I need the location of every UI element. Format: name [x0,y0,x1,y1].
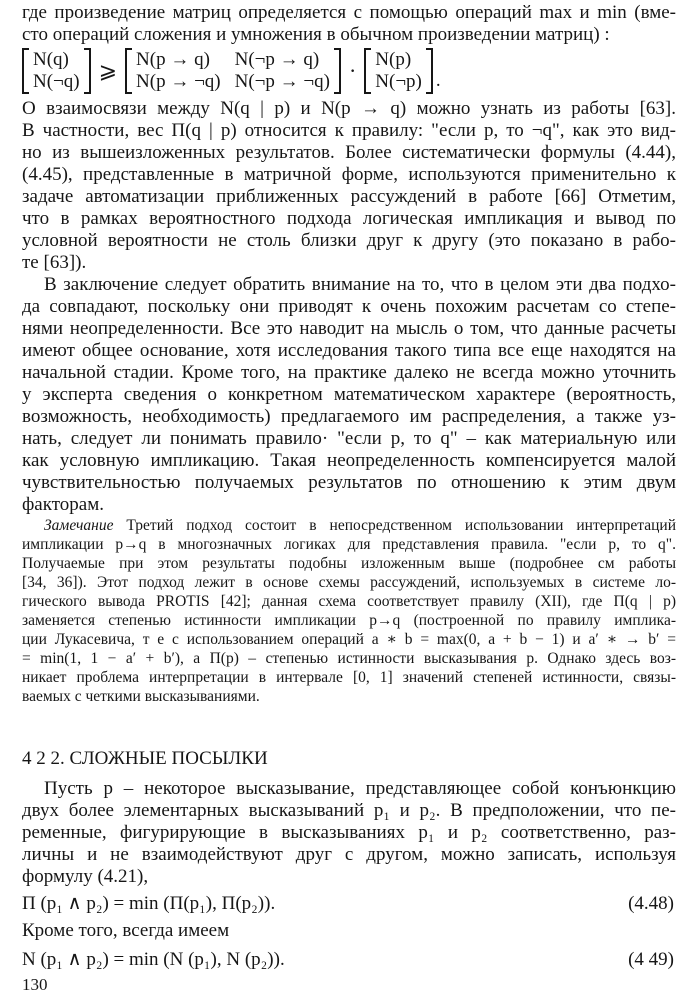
bracket-right [334,48,341,94]
text-line: те [63]). [22,252,87,273]
equation-number: (4.48) [628,893,674,914]
text-line: (4.45), представленные в матричной форме, используются применительно к [22,164,676,185]
text-line: но из вышеизложенных результатов. Более систематически формулы (4.44), [22,142,676,163]
text-line: чувствительностью получаемых результатов по отношению к этим двум [22,472,676,493]
equation-period: . [435,70,441,91]
text-line: личны и не взаимодействуют друг с другом, можно записать, используя [22,844,676,865]
text-line: двух более элементарных высказываний p₁ и p₂. В предположении, что пе- [22,800,676,821]
matrix-cell: N(¬p → ¬q) [234,71,330,92]
text-line: факторам. [22,494,104,515]
equation-4-48: Π (p₁ ∧ p₂) = min (Π(p₁), Π(p₂)). [22,893,276,914]
equation-number: (4 49) [628,949,674,970]
bracket-right [426,48,433,94]
bracket-left [364,48,371,94]
matrix-cell: N(q) [33,49,69,70]
section-heading: 4 2 2. СЛОЖНЫЕ ПОСЫЛКИ [22,748,268,769]
remark-line: гического вывода PROTIS [42]; данная схема соответствует правилу (XII), где Π(q | p) [22,593,676,610]
text-line: начальной стадии. Кроме того, на практике далеко не всегда можно уточнить [22,362,676,383]
text-line: задаче автоматизации приближенных рассуждений в работе [66] Отметим, [22,186,676,207]
text-line: возможность, необходимость) предлагаемого им распределения, а также уз- [22,406,676,427]
remark-text: Третий подход состоит в непосредственном использовании интерпретаций [113,517,676,534]
page-number: 130 [22,975,48,994]
text-line: как условную импликацию. Такая неопределенность компенсируется малой [22,450,676,471]
text-line: Пусть p – некоторое высказывание, представляющее собой конъюнкцию [44,778,676,799]
matrix-cell: N(¬p → q) [234,49,320,70]
remark-label: Замечание [44,517,114,534]
lhs-vector [33,49,80,93]
remark-line: никает проблема интерпретации в интервале [0, 1] значений степеней истинности, связы- [22,669,676,686]
text-line: формулу (4.21), [22,866,149,887]
remark-line: ваемых с четкими высказываниями. [22,688,260,705]
text-line: где произведение матриц определяется с помощью операций max и min (вме- [22,2,676,23]
implication-matrix [136,49,330,93]
text-line: нать, следует ли понимать правило· "если р, то q" – как материальную или [22,428,676,449]
remark-line: ции Лукасевича, т е с использованием операций a ∗ b = max(0, a + b − 1) и a′ ∗ → b′ = [22,631,676,648]
text-line: В частности, вес Π(q | p) относится к правилу: "если р, то ¬q", как это вид- [22,120,676,141]
bracket-left [22,48,29,94]
text-line: условной вероятности не столь близки друг к другу (это показано в рабо- [22,230,676,251]
matrix-cell: N(¬p) [375,71,422,92]
remark-line: импликации p→q в многозначных логиках для представления правила. "если p, то q". [22,536,676,553]
product-sign: · [348,58,357,83]
text-line: Кроме того, всегда имеем [22,920,230,941]
remark-line: Получаемые при этом результаты подобны изложенным выше (подробнее см работы [22,555,676,572]
equation-4-49: N (p₁ ∧ p₂) = min (N (p₁), N (p₂)). [22,949,285,970]
text-line: имеют общее основание, хотя исследования такого типа все еще находятся на [22,340,676,361]
remark-line: заменяется степенью истинности импликации p→q (построенной по правилу имплика- [22,612,676,629]
bracket-left [125,48,132,94]
matrix-cell: N(¬q) [33,71,80,92]
text-line: нями неопределенности. Все это наводит на мысль о том, что данные расчеты [22,318,676,339]
remark-line: [34, 36]). Этот подход лежит в основе схемы рассуждений, используемых в системе ло- [22,574,676,591]
text-line: у эксперта сведения о конкретном математическом характере (вероятность, [22,384,676,405]
remark-line [44,516,676,535]
matrix-cell: N(p) [375,49,412,70]
text-line: ременные, фигурирующие в высказываниях p₁ и p₂ соответственно, раз- [22,822,676,843]
relation-sign: ⩾ [98,58,118,83]
text-line: да совпадают, поскольку они приводят к очень похожим расчетам со степе- [22,296,676,317]
matrix-cell: N(p → q) [136,49,210,70]
text-line: В заключение следует обратить внимание на то, что в целом эти два подхо- [44,274,676,295]
bracket-right [84,48,91,94]
matrix-cell: N(p → ¬q) [136,71,221,92]
matrix-equation [22,46,441,96]
text-line: что в рамках вероятностного подхода логическая импликация и вывод по [22,208,676,229]
rhs-vector [375,49,422,93]
remark-line: = min(1, 1 − a′ + b′), а Π(p) – степенью истинности высказывания p. Однако здесь воз- [22,650,676,667]
text-line: О взаимосвязи между N(q | p) и N(p → q) можно узнать из работы [63]. [22,98,676,119]
text-line: сто операций сложения и умножения в обычном произведении матриц) : [22,24,610,45]
